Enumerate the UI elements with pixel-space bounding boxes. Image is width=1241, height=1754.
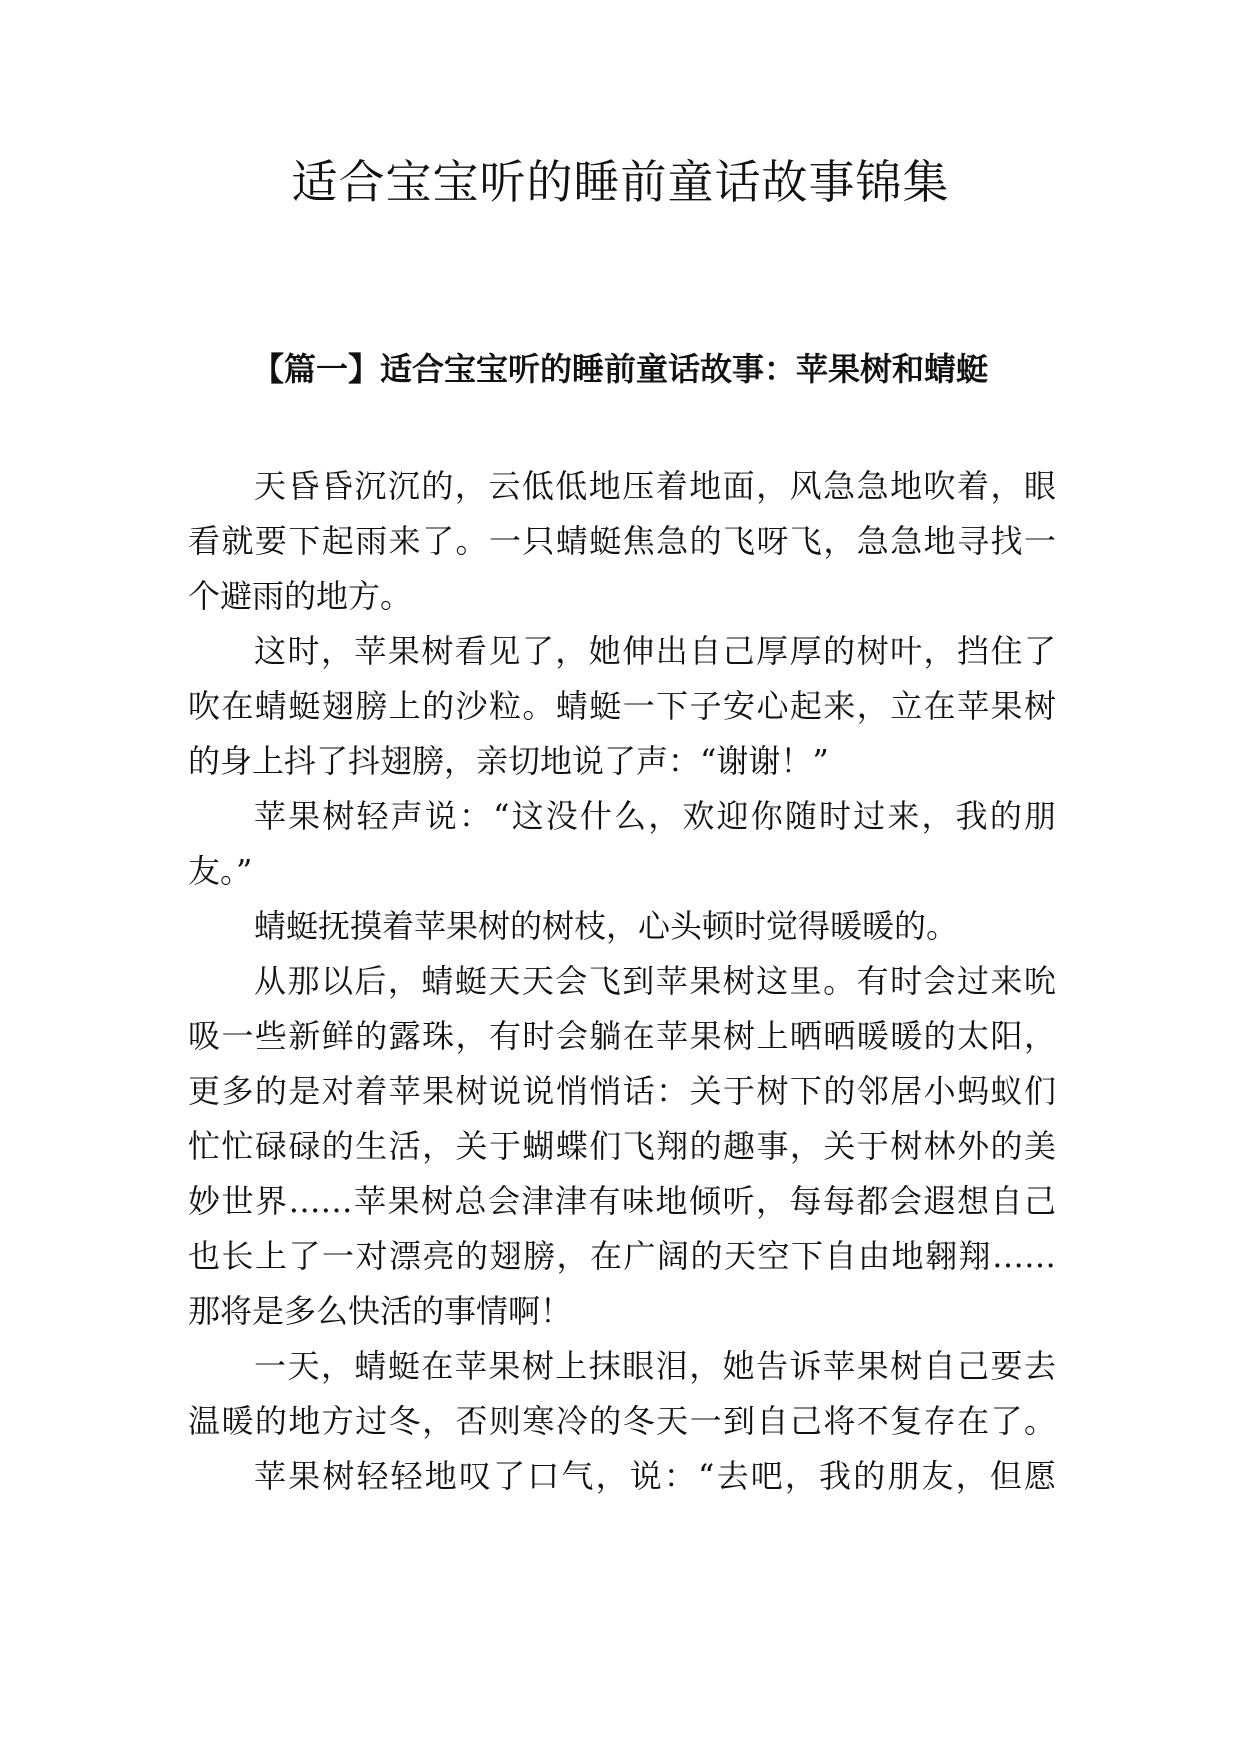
text-line: 妙世界……苹果树总会津津有味地倾听，每每都会遐想自己 [188,1182,1056,1220]
paragraph [188,1449,1056,1504]
paragraph [188,624,1056,789]
text-line: 苹果树轻声说：“这没什么，欢迎你随时过来，我的朋 [254,797,1056,835]
text-line: 个避雨的地方。 [188,577,413,615]
paragraph [188,1339,1056,1449]
text-line: 看就要下起雨来了。一只蜻蜓焦急的飞呀飞，急急地寻找一 [188,522,1056,560]
text-line: 忙忙碌碌的生活，关于蝴蝶们飞翔的趣事，关于树林外的美 [188,1127,1056,1165]
section-heading: 【篇一】适合宝宝听的睡前童话故事：苹果树和蜻蜓 [252,350,989,388]
text-line: 的身上抖了抖翅膀，亲切地说了声：“谢谢！” [188,742,829,780]
text-line: 友。” [188,852,253,890]
paragraph [188,459,1056,624]
text-line: 蜻蜓抚摸着苹果树的树枝，心头顿时觉得暖暖的。 [254,907,959,945]
text-line: 更多的是对着苹果树说说悄悄话：关于树下的邻居小蚂蚁们 [188,1072,1056,1110]
paragraph [188,954,1056,1339]
text-line: 天昏昏沉沉的，云低低地压着地面，风急急地吹着，眼 [254,467,1056,505]
paragraph [188,789,1056,899]
text-line: 这时，苹果树看见了，她伸出自己厚厚的树叶，挡住了 [254,632,1056,670]
text-line: 也长上了一对漂亮的翅膀，在广阔的天空下自由地翱翔…… [188,1237,1056,1275]
text-line: 苹果树轻轻地叹了口气，说：“去吧，我的朋友，但愿 [254,1457,1056,1495]
text-line: 吸一些新鲜的露珠，有时会躺在苹果树上晒晒暖暖的太阳， [188,1017,1056,1055]
text-line: 吹在蜻蜓翅膀上的沙粒。蜻蜓一下子安心起来，立在苹果树 [188,687,1056,725]
document-title: 适合宝宝听的睡前童话故事锦集 [291,155,950,209]
text-line: 从那以后，蜻蜓天天会飞到苹果树这里。有时会过来吮 [254,962,1056,1000]
text-line: 那将是多么快活的事情啊！ [188,1292,573,1330]
text-line: 温暖的地方过冬，否则寒冷的冬天一到自己将不复存在了。 [188,1402,1056,1440]
story-body [188,459,1056,1504]
text-line: 一天，蜻蜓在苹果树上抹眼泪，她告诉苹果树自己要去 [254,1347,1056,1385]
paragraph [188,899,1056,954]
